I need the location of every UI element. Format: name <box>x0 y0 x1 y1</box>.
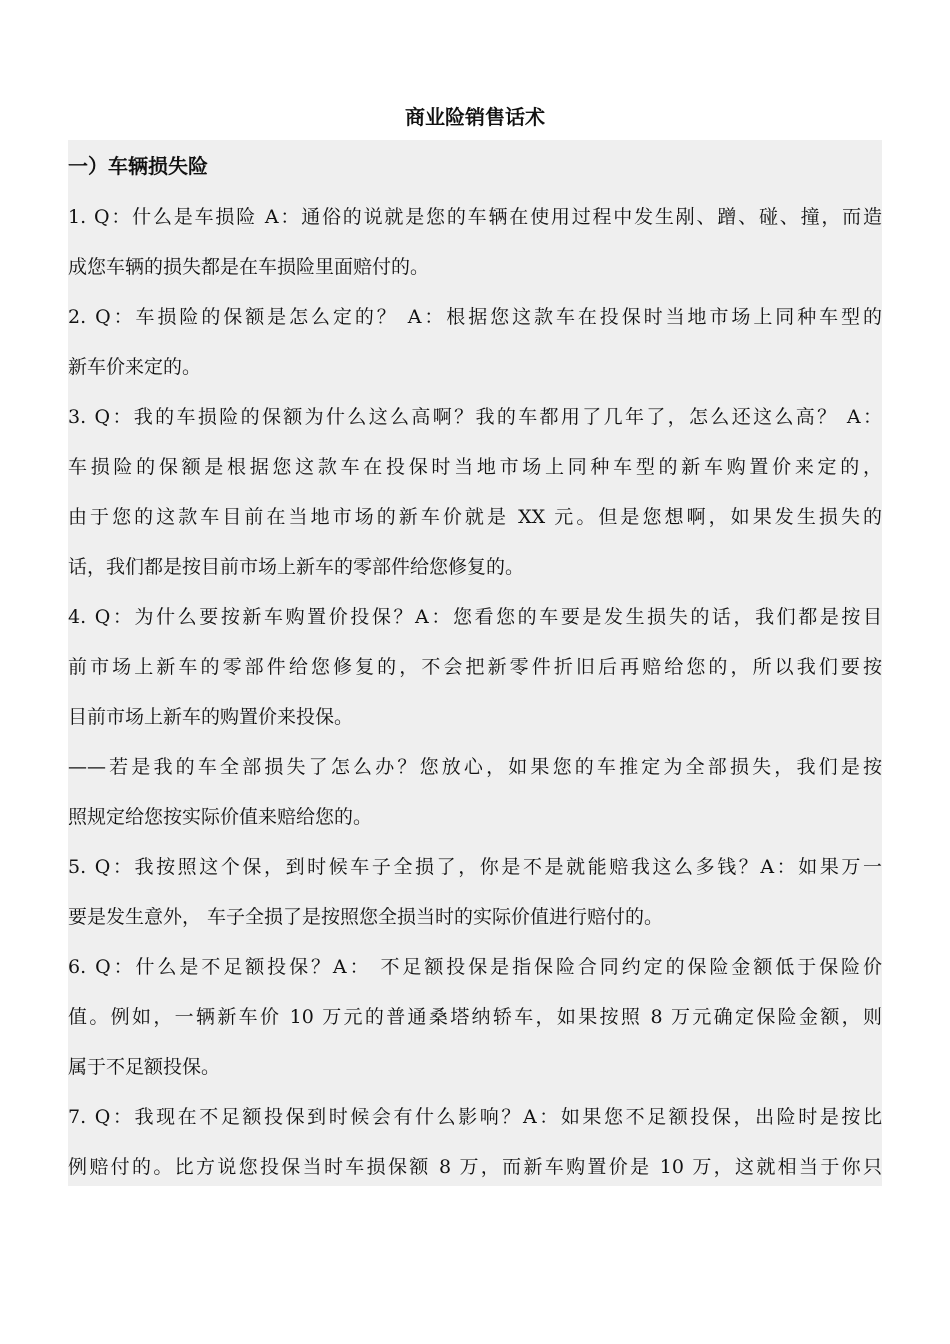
paragraph-line: 目前市场上新车的购置价来投保。 <box>68 706 354 728</box>
paragraph-line: 照规定给您按实际价值来赔给您的。 <box>68 806 373 828</box>
paragraph-line: 新车价来定的。 <box>68 356 202 378</box>
qa-item-4-followup <box>68 742 882 842</box>
qa-item-6 <box>68 942 882 1092</box>
qa-item-7 <box>68 1092 882 1192</box>
paragraph-line: 4. Q：为什么要按新车购置价投保？A：您看您的车要是发生损失的话，我们都是按目 <box>68 606 882 628</box>
document-body <box>68 140 882 1186</box>
qa-item-3 <box>68 392 882 592</box>
qa-item-2 <box>68 292 882 392</box>
paragraph-line: ——若是我的车全部损失了怎么办？您放心，如果您的车推定为全部损失，我们是按 <box>68 756 882 778</box>
paragraph-line: 要是发生意外， 车子全损了是按照您全损当时的实际价值进行赔付的。 <box>68 906 664 928</box>
qa-item-5 <box>68 842 882 942</box>
paragraph-line: 话，我们都是按目前市场上新车的零部件给您修复的。 <box>68 556 525 578</box>
paragraph-line: 值。例如，一辆新车价 10 万元的普通桑塔纳轿车，如果按照 8 万元确定保险金额，则 <box>68 1006 882 1028</box>
paragraph-line: 7. Q：我现在不足额投保到时候会有什么影响？A：如果您不足额投保，出险时是按比 <box>68 1106 882 1128</box>
page-title: 商业险销售话术 <box>405 105 545 129</box>
paragraph-line: 成您车辆的损失都是在车损险里面赔付的。 <box>68 256 430 278</box>
paragraph-line: 前市场上新车的零部件给您修复的，不会把新零件折旧后再赔给您的，所以我们要按 <box>68 656 882 678</box>
paragraph-line: 3. Q：我的车损险的保额为什么这么高啊？我的车都用了几年了，怎么还这么高？ A： <box>68 406 882 428</box>
paragraph-line: 5. Q：我按照这个保，到时候车子全损了，你是不是就能赔我这么多钱？A：如果万一 <box>68 856 882 878</box>
paragraph-line: 属于不足额投保。 <box>68 1056 221 1078</box>
paragraph-line: 由于您的这款车目前在当地市场的新车价就是 XX 元。但是您想啊，如果发生损失的 <box>68 506 882 528</box>
qa-item-1 <box>68 192 882 292</box>
paragraph-line: 例赔付的。比方说您投保当时车损保额 8 万，而新车购置价是 10 万，这就相当于你只 <box>68 1156 882 1178</box>
paragraph-line: 1. Q：什么是车损险 A：通俗的说就是您的车辆在使用过程中发生剐、蹭、碰、撞，而造 <box>68 206 882 228</box>
paragraph-line: 6. Q：什么是不足额投保？A： 不足额投保是指保险合同约定的保险金额低于保险价 <box>68 956 882 978</box>
section-heading: 一）车辆损失险 <box>68 154 208 178</box>
paragraph-line: 2. Q：车损险的保额是怎么定的？ A：根据您这款车在投保时当地市场上同种车型的 <box>68 306 882 328</box>
qa-item-4 <box>68 592 882 742</box>
paragraph-line: 车损险的保额是根据您这款车在投保时当地市场上同种车型的新车购置价来定的， <box>68 456 882 478</box>
